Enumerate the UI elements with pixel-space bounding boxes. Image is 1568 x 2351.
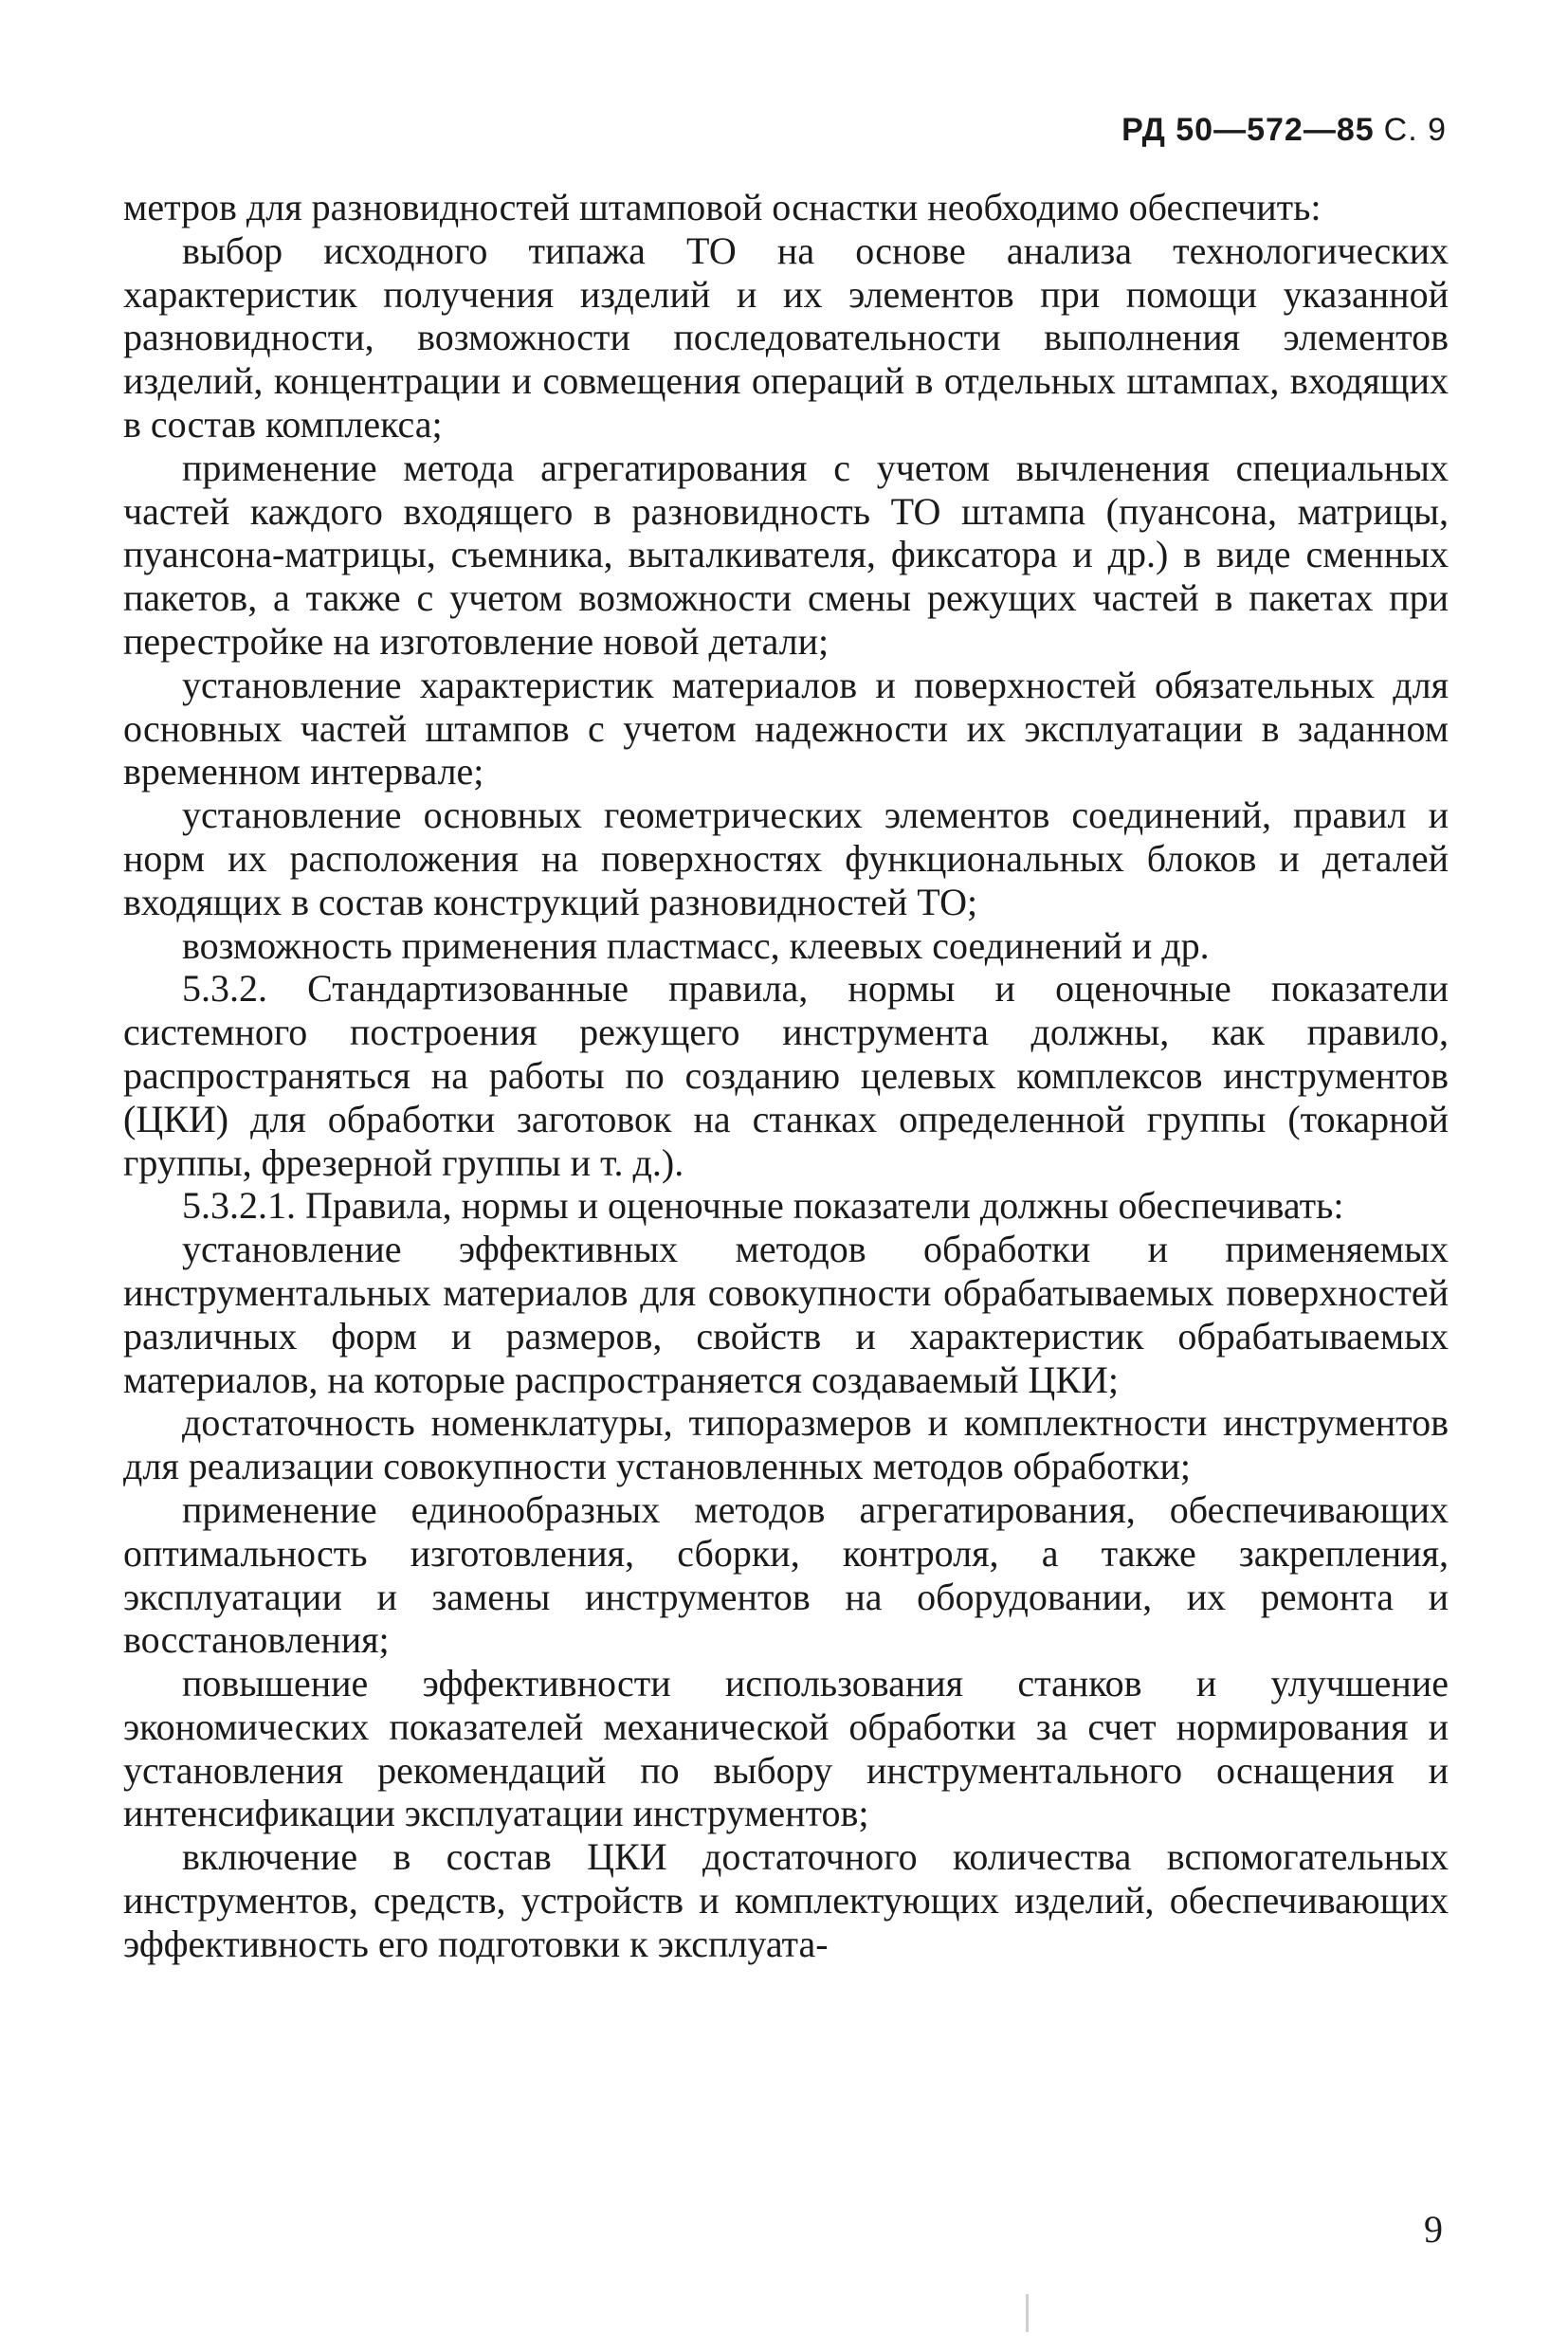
paragraph: возможность применения пластмасс, клеевых соединений и др. <box>182 923 1210 967</box>
scan-artifact <box>1026 2294 1029 2332</box>
paragraph-clause-5-3-2: 5.3.2. Стандартизованные правила, нормы и оценочные показатели системного построения режущего инструмента должны, как правило, распространяться на работы по созданию целевых комплексов инструментов (ЦКИ) для обработки заготовок на станках определенной группы (токарной группы, фрезерной группы и т. д.). <box>123 967 1449 1184</box>
paragraph: установление характеристик материалов и поверхностей обязательных для основных частей штампов с учетом надежности их эксплуатации в заданном временном интервале; <box>123 663 1449 793</box>
paragraph: применение единообразных методов агрегатирования, обеспечивающих оптимальность изготовления, сборки, контроля, а также закрепления, эксплуатации и замены инструментов на оборудовании, их ремонта и восстановления; <box>123 1487 1449 1662</box>
document-code: РД 50—572—85 <box>1121 112 1375 148</box>
paragraph-continuation: метров для разновидностей штамповой оснастки необходимо обеспечить: <box>123 186 1322 228</box>
paragraph-clause-5-3-2-1: 5.3.2.1. Правила, нормы и оценочные показатели должны обеспечивать: <box>182 1184 1344 1228</box>
page-label: С. 9 <box>1383 112 1447 148</box>
paragraph: включение в состав ЦКИ достаточного количества вспомогательных инструментов, средств, устройств и комплектующих изделий, обеспечивающих эффективность его подготовки к эксплуата- <box>123 1835 1449 1965</box>
running-head <box>1121 112 1447 149</box>
paragraph: повышение эффективности использования станков и улучшение экономических показателей механической обработки за счет нормирования и установления рекомендаций по выбору инструментального оснащения и интенсификации эксплуатации инструментов; <box>123 1662 1449 1835</box>
paragraph: установление основных геометрических элементов соединений, правил и норм их расположения на поверхностях функциональных блоков и деталей входящих в состав конструкций разновидностей ТО; <box>123 793 1449 923</box>
paragraph: установление эффективных методов обработки и применяемых инструментальных материалов для совокупности обрабатываемых поверхностей различных форм и размеров, свойств и характеристик обрабатываемых материалов, на которые распространяется создаваемый ЦКИ; <box>123 1228 1449 1401</box>
paragraph: применение метода агрегатирования с учетом вычленения специальных частей каждого входящего в разновидность ТО штампа (пуансона, матрицы, пуансона-матрицы, съемника, выталкивателя, фиксатора и др.) в виде сменных пакетов, а также с учетом возможности смены режущих частей в пакетах при перестройке на изготовление новой детали; <box>123 446 1449 663</box>
paragraph: достаточность номенклатуры, типоразмеров и комплектности инструментов для реализации совокупности установленных методов обработки; <box>123 1401 1449 1488</box>
paragraph: выбор исходного типажа ТО на основе анализа технологических характеристик получения изделий и их элементов при помощи указанной разновидности, возможности последовательности выполнения элементов изделий, концентрации и совмещения операций в отдельных штампах, входящих в состав комплекса; <box>123 228 1449 446</box>
text-body <box>123 186 1449 1966</box>
page-number: 9 <box>1424 2208 1443 2251</box>
